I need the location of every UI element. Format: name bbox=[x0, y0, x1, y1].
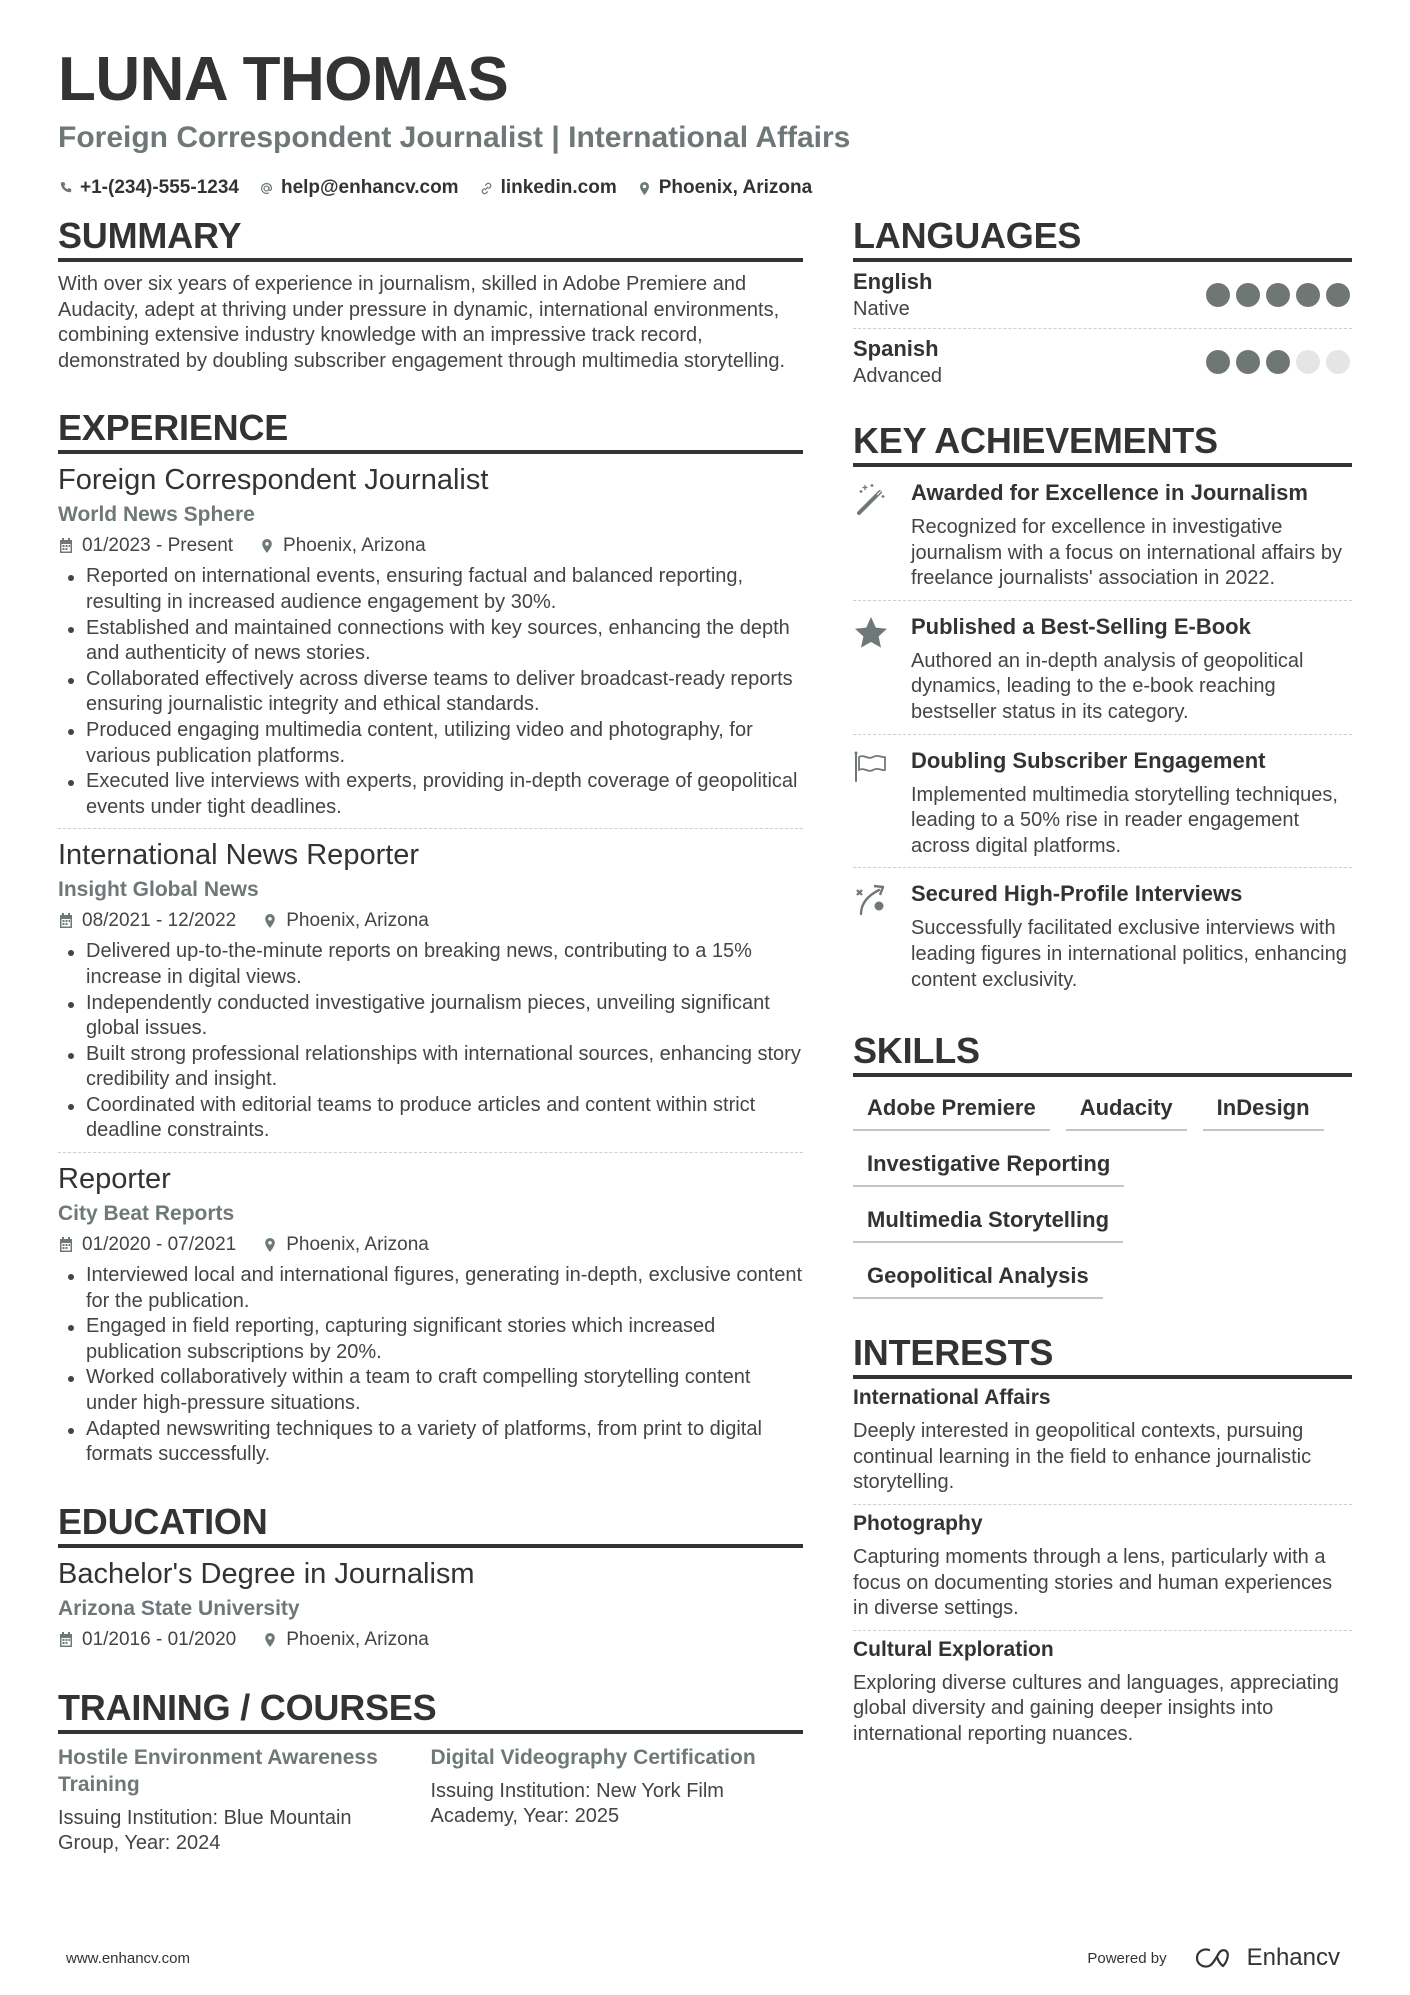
contact-location bbox=[637, 176, 812, 200]
interest-title: Photography bbox=[853, 1511, 983, 1535]
education-dates: 01/2016 - 01/2020 bbox=[58, 1626, 236, 1654]
calendar-icon bbox=[58, 538, 74, 554]
calendar-icon bbox=[58, 913, 74, 929]
job-bullets bbox=[58, 1263, 803, 1468]
education-location: Phoenix, Arizona bbox=[262, 1626, 429, 1654]
achievement-title: Awarded for Excellence in Journalism bbox=[911, 480, 1308, 505]
rating-dot-empty bbox=[1326, 350, 1350, 374]
job-entry bbox=[58, 1153, 803, 1476]
bullet-item: Delivered up-to-the-minute reports on breaking news, contributing to a 15% increase in digital views. bbox=[58, 939, 803, 990]
location-icon bbox=[262, 1632, 278, 1648]
experience-heading: EXPERIENCE bbox=[58, 408, 803, 454]
job-dates: 01/2020 - 07/2021 bbox=[58, 1231, 236, 1259]
course-title: Hostile Environment Awareness Training bbox=[58, 1745, 378, 1796]
rating-dot-filled bbox=[1266, 350, 1290, 374]
education-section bbox=[58, 1502, 803, 1654]
achievement-desc: Successfully facilitated exclusive interviews with leading figures in international politics, enhancing content exclusivity. bbox=[911, 917, 1347, 991]
star-icon bbox=[853, 613, 911, 726]
skill-tag: Multimedia Storytelling bbox=[853, 1197, 1123, 1243]
contact-row bbox=[58, 176, 1358, 200]
footer-website-link[interactable]: www.enhancv.com bbox=[66, 1949, 190, 1967]
bullet-item: Collaborated effectively across diverse teams to deliver broadcast-ready reports ensuring journalistic integrity and ethical standards. bbox=[58, 667, 803, 718]
location-icon bbox=[262, 913, 278, 929]
job-meta bbox=[58, 1231, 803, 1259]
bullet-item: Reported on international events, ensuring factual and balanced reporting, resulting in increased audience engagement by 30%. bbox=[58, 564, 803, 615]
degree-title: Bachelor's Degree in Journalism bbox=[58, 1557, 475, 1590]
job-title: Reporter bbox=[58, 1163, 171, 1196]
achievement-item bbox=[853, 868, 1352, 1001]
training-section bbox=[58, 1688, 803, 1857]
achievements-section bbox=[853, 421, 1352, 1001]
resume-header bbox=[58, 44, 1358, 200]
strategy-icon bbox=[853, 880, 911, 993]
language-name: Spanish bbox=[853, 336, 939, 361]
language-rating bbox=[1200, 283, 1350, 307]
skill-tag: Investigative Reporting bbox=[853, 1141, 1124, 1187]
bullet-item: Coordinated with editorial teams to produce articles and content within strict deadline constraints. bbox=[58, 1093, 803, 1144]
job-company: City Beat Reports bbox=[58, 1202, 235, 1226]
interest-item bbox=[853, 1379, 1352, 1505]
course-title: Digital Videography Certification bbox=[430, 1745, 756, 1769]
language-name: English bbox=[853, 269, 933, 294]
link-icon bbox=[479, 180, 495, 196]
course-entry bbox=[58, 1744, 431, 1857]
interest-desc: Exploring diverse cultures and languages, appreciating global diversity and gaining deeper insights into international reporting nuances. bbox=[853, 1671, 1339, 1745]
bullet-item: Independently conducted investigative journalism pieces, unveiling significant global issues. bbox=[58, 991, 803, 1042]
rating-dot-filled bbox=[1236, 283, 1260, 307]
language-item bbox=[853, 262, 1352, 329]
job-bullets bbox=[58, 939, 803, 1144]
contact-linkedin-text: linkedin.com bbox=[500, 177, 617, 198]
interests-heading: INTERESTS bbox=[853, 1333, 1352, 1379]
achievement-item bbox=[853, 601, 1352, 735]
job-dates: 01/2023 - Present bbox=[58, 532, 233, 560]
achievement-desc: Recognized for excellence in investigative journalism with a focus on international affairs by freelance journalists' association in 2022. bbox=[911, 516, 1342, 590]
rating-dot-empty bbox=[1296, 350, 1320, 374]
rating-dot-filled bbox=[1326, 283, 1350, 307]
powered-by bbox=[1087, 1944, 1340, 1972]
bullet-item: Interviewed local and international figures, generating in-depth, exclusive content for the publication. bbox=[58, 1263, 803, 1314]
magic-wand-icon bbox=[853, 479, 911, 592]
achievement-desc: Authored an in-depth analysis of geopolitical dynamics, leading to the e-book reaching bestseller status in its category. bbox=[911, 649, 1304, 723]
bullet-item: Adapted newswriting techniques to a variety of platforms, from print to digital formats successfully. bbox=[58, 1417, 803, 1468]
phone-icon bbox=[58, 180, 74, 196]
course-entry bbox=[431, 1744, 804, 1857]
language-item bbox=[853, 329, 1352, 395]
bullet-item: Worked collaboratively within a team to craft compelling storytelling content under high-pressure situations. bbox=[58, 1365, 803, 1416]
education-heading: EDUCATION bbox=[58, 1502, 803, 1548]
flag-icon bbox=[853, 747, 911, 860]
interest-desc: Deeply interested in geopolitical contexts, pursuing continual learning in the field to enhance journalistic storytelling. bbox=[853, 1420, 1312, 1494]
achievement-title: Secured High-Profile Interviews bbox=[911, 881, 1243, 907]
achievement-item bbox=[853, 467, 1352, 601]
achievement-item bbox=[853, 735, 1352, 869]
interest-item bbox=[853, 1505, 1352, 1631]
skills-section bbox=[853, 1031, 1352, 1309]
left-column bbox=[58, 216, 803, 1887]
at-icon bbox=[259, 180, 275, 196]
contact-phone[interactable] bbox=[58, 176, 239, 200]
interest-title: Cultural Exploration bbox=[853, 1637, 1054, 1661]
skill-tag: InDesign bbox=[1203, 1085, 1324, 1131]
language-rating bbox=[1200, 350, 1350, 374]
achievement-title: Published a Best-Selling E-Book bbox=[911, 613, 1251, 639]
location-icon bbox=[259, 538, 275, 554]
achievement-title: Doubling Subscriber Engagement bbox=[911, 747, 1266, 773]
enhancv-logo-icon bbox=[1193, 1945, 1239, 1971]
contact-linkedin[interactable] bbox=[479, 176, 617, 200]
calendar-icon bbox=[58, 1237, 74, 1253]
rating-dot-filled bbox=[1206, 350, 1230, 374]
rating-dot-filled bbox=[1236, 350, 1260, 374]
job-entry bbox=[58, 829, 803, 1153]
contact-email-text: help@enhancv.com bbox=[280, 177, 459, 198]
job-location: Phoenix, Arizona bbox=[259, 532, 426, 560]
interest-item bbox=[853, 1631, 1352, 1756]
job-company: World News Sphere bbox=[58, 503, 255, 527]
rating-dot-filled bbox=[1206, 283, 1230, 307]
job-meta bbox=[58, 907, 803, 935]
job-bullets bbox=[58, 564, 803, 820]
job-meta bbox=[58, 532, 803, 560]
right-column bbox=[853, 216, 1352, 1785]
skills-heading: SKILLS bbox=[853, 1031, 1352, 1077]
powered-by-label: Powered by bbox=[1087, 1949, 1167, 1967]
footer bbox=[66, 1944, 1340, 1972]
interests-section bbox=[853, 1333, 1352, 1755]
summary-text: With over six years of experience in journalism, skilled in Adobe Premiere and Audacity, adept at thriving under pressure in dynamic, international environments, combining extensive industry knowledge with an impressive track record, demonstrated by doubling subscriber engagement through multimedia storytelling. bbox=[58, 273, 786, 372]
candidate-name: LUNA THOMAS bbox=[58, 45, 509, 114]
calendar-icon bbox=[58, 1632, 74, 1648]
skills-list bbox=[853, 1085, 1352, 1309]
course-desc: Issuing Institution: Blue Mountain Group, Year: 2024 bbox=[58, 1806, 352, 1855]
interest-title: International Affairs bbox=[853, 1386, 1051, 1410]
job-title: International News Reporter bbox=[58, 839, 420, 872]
location-icon bbox=[637, 180, 653, 196]
skill-tag: Adobe Premiere bbox=[853, 1085, 1050, 1131]
summary-heading: SUMMARY bbox=[58, 216, 803, 262]
skill-tag: Audacity bbox=[1066, 1085, 1187, 1131]
languages-heading: LANGUAGES bbox=[853, 216, 1352, 262]
achievement-desc: Implemented multimedia storytelling techniques, leading to a 50% rise in reader engagement across digital platforms. bbox=[911, 783, 1338, 857]
enhancv-brand-text: Enhancv bbox=[1246, 1944, 1340, 1971]
job-entry bbox=[58, 454, 803, 829]
rating-dot-filled bbox=[1266, 283, 1290, 307]
job-title: Foreign Correspondent Journalist bbox=[58, 464, 489, 497]
school-name: Arizona State University bbox=[58, 1596, 300, 1620]
course-desc: Issuing Institution: New York Film Academy, Year: 2025 bbox=[430, 1779, 724, 1828]
job-location: Phoenix, Arizona bbox=[262, 1231, 429, 1259]
interest-desc: Capturing moments through a lens, particularly with a focus on documenting stories and human experiences in diverse settings. bbox=[853, 1545, 1333, 1620]
education-entry bbox=[58, 1548, 803, 1654]
experience-section bbox=[58, 408, 803, 1475]
bullet-item: Engaged in field reporting, capturing significant stories which increased publication subscriptions by 20%. bbox=[58, 1314, 803, 1365]
location-icon bbox=[262, 1237, 278, 1253]
languages-section bbox=[853, 216, 1352, 395]
bullet-item: Built strong professional relationships with international sources, enhancing story credibility and insight. bbox=[58, 1042, 803, 1093]
bullet-item: Executed live interviews with experts, providing in-depth coverage of geopolitical events under tight deadlines. bbox=[58, 769, 803, 820]
education-meta bbox=[58, 1626, 803, 1654]
skill-tag: Geopolitical Analysis bbox=[853, 1253, 1103, 1299]
training-heading: TRAINING / COURSES bbox=[58, 1688, 803, 1734]
bullet-item: Produced engaging multimedia content, utilizing video and photography, for various publication platforms. bbox=[58, 718, 803, 769]
training-list bbox=[58, 1744, 803, 1857]
bullet-item: Established and maintained connections with key sources, enhancing the depth and authenticity of news stories. bbox=[58, 616, 803, 667]
achievements-heading: KEY ACHIEVEMENTS bbox=[853, 421, 1352, 467]
rating-dot-filled bbox=[1296, 283, 1320, 307]
job-location: Phoenix, Arizona bbox=[262, 907, 429, 935]
enhancv-logo[interactable] bbox=[1193, 1944, 1340, 1972]
contact-phone-text: +1-(234)-555-1234 bbox=[80, 177, 239, 198]
summary-section bbox=[58, 216, 803, 374]
language-level: Native bbox=[853, 298, 910, 320]
candidate-title: Foreign Correspondent Journalist | International Affairs bbox=[58, 121, 851, 154]
job-dates: 08/2021 - 12/2022 bbox=[58, 907, 236, 935]
language-level: Advanced bbox=[853, 365, 942, 387]
contact-location-text: Phoenix, Arizona bbox=[658, 177, 813, 198]
contact-email[interactable] bbox=[259, 176, 459, 200]
job-company: Insight Global News bbox=[58, 878, 259, 902]
